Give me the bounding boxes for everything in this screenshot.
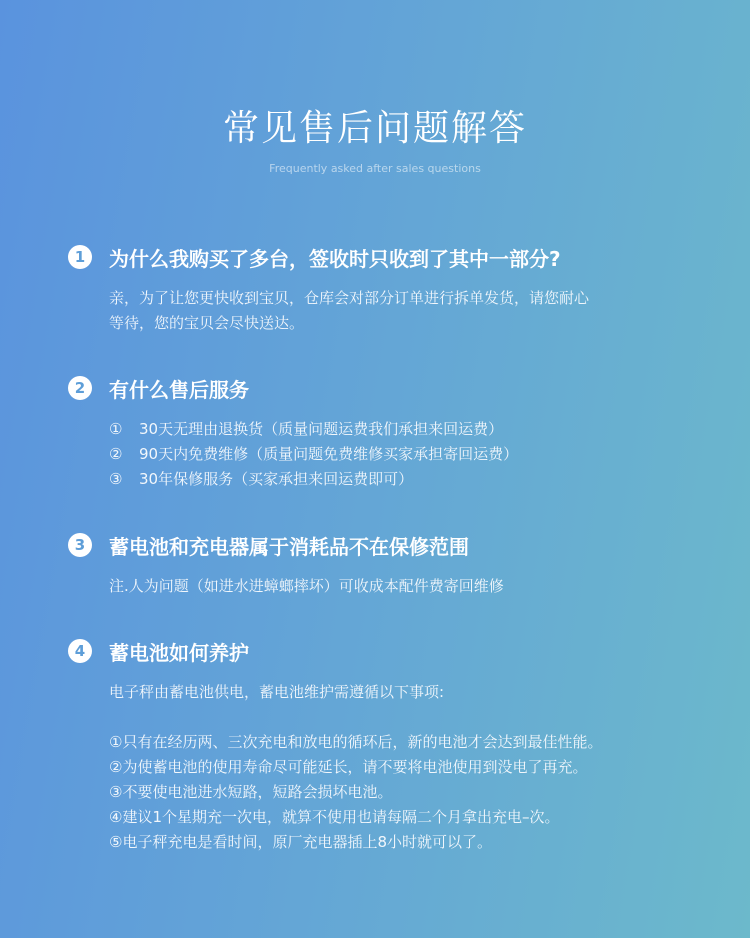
question-header xyxy=(68,242,708,272)
answer-line: ③不要使电池进水短路，短路会损坏电池。 xyxy=(109,783,393,801)
list-item-text: 30年保修服务（买家承担来回运费即可） xyxy=(139,470,414,488)
answer-line: 注.人为问题（如进水进蟑螂摔坏）可收成本配件费寄回维修 xyxy=(109,577,504,595)
question-header xyxy=(68,373,708,403)
faq-section-4 xyxy=(68,636,708,855)
list-marker: ② xyxy=(109,445,123,463)
faq-section-2 xyxy=(68,373,708,492)
answer-text xyxy=(109,574,708,599)
list-marker: ③ xyxy=(109,470,123,488)
answer-line: 电子秤由蓄电池供电，蓄电池维护需遵循以下事项: xyxy=(109,683,445,701)
answer-line: 等待，您的宝贝会尽快送达。 xyxy=(109,314,305,332)
list-item-text: 30天无理由退换货（质量问题运费我们承担来回运费） xyxy=(139,420,504,438)
faq-section-3 xyxy=(68,530,708,599)
list-item xyxy=(109,417,708,442)
number-badge: 1 xyxy=(68,245,92,269)
question-text: 有什么售后服务 xyxy=(109,377,249,402)
spacer xyxy=(109,705,708,730)
answer-text xyxy=(109,680,708,855)
list-item xyxy=(109,442,708,467)
page-title: 常见售后问题解答 xyxy=(222,108,527,149)
answer-line: ①只有在经历两、三次充电和放电的循环后，新的电池才会达到最佳性能。 xyxy=(109,733,603,751)
number-badge: 2 xyxy=(68,376,92,400)
number-badge: 4 xyxy=(68,639,92,663)
list-marker: ① xyxy=(109,420,123,438)
question-text: 为什么我购买了多台，签收时只收到了其中一部分? xyxy=(109,246,561,271)
page-subtitle: Frequently asked after sales questions xyxy=(269,162,481,175)
answer-line: ④建议1个星期充一次电，就算不使用也请每隔二个月拿出充电–次。 xyxy=(109,808,560,826)
answer-line: ⑤电子秤充电是看时间，原厂充电器插上8小时就可以了。 xyxy=(109,833,492,851)
answer-text xyxy=(109,286,708,336)
number-badge: 3 xyxy=(68,533,92,557)
list-item-text: 90天内免费维修（质量问题免费维修买家承担寄回运费） xyxy=(139,445,519,463)
faq-section-1 xyxy=(68,242,708,336)
question-header xyxy=(68,636,708,666)
question-header xyxy=(68,530,708,560)
answer-line: ②为使蓄电池的使用寿命尽可能延长，请不要将电池使用到没电了再充。 xyxy=(109,758,588,776)
question-text: 蓄电池和充电器属于消耗品不在保修范围 xyxy=(109,534,469,559)
answer-line: 亲，为了让您更快收到宝贝，仓库会对部分订单进行拆单发货，请您耐心 xyxy=(109,289,590,307)
list-item xyxy=(109,467,708,492)
question-text: 蓄电池如何养护 xyxy=(109,640,249,665)
answer-list xyxy=(109,417,708,492)
